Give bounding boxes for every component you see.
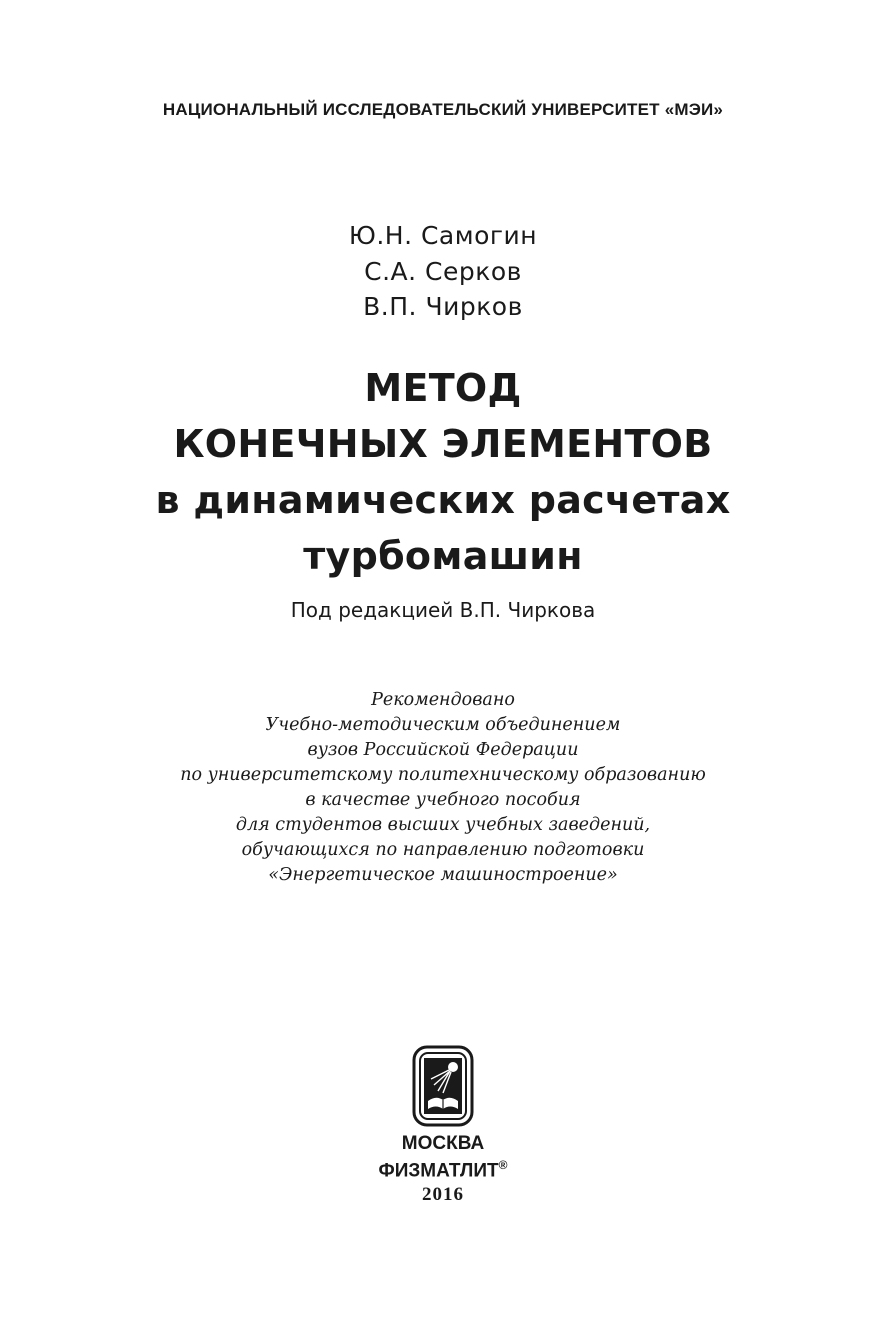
publication-year: 2016 xyxy=(422,1184,464,1205)
recommendation-line: Учебно-методическим объединением xyxy=(265,715,621,735)
recommendation-line: обучающихся по направлению подготовки xyxy=(241,840,645,860)
recommendation-line: «Энергетическое машиностроение» xyxy=(268,865,618,885)
editor-credit: Под редакцией В.П. Чиркова xyxy=(290,598,596,622)
recommendation-line: в качестве учебного пособия xyxy=(305,790,581,810)
book-title-line-2: КОНЕЧНЫХ ЭЛЕМЕНТОВ xyxy=(173,422,713,466)
author-1: Ю.Н. Самогин xyxy=(348,221,538,250)
author-2: С.А. Серков xyxy=(364,257,522,286)
registered-mark: ® xyxy=(498,1158,508,1172)
book-title-line-1: МЕТОД xyxy=(364,366,522,410)
recommendation-line: по университетскому политехническому образованию xyxy=(180,765,706,785)
recommendation-line: для студентов высших учебных заведений, xyxy=(235,815,651,835)
recommendation-line: вузов Российской Федерации xyxy=(307,740,579,760)
publisher-name-line xyxy=(0,1158,886,1182)
publisher-emblem-icon xyxy=(412,1045,474,1127)
recommendation-line: Рекомендовано xyxy=(371,690,515,710)
university-name: НАЦИОНАЛЬНЫЙ ИССЛЕДОВАТЕЛЬСКИЙ УНИВЕРСИТЕТ «МЭИ» xyxy=(162,100,724,119)
author-3: В.П. Чирков xyxy=(363,292,523,321)
publisher-name: ФИЗМАТЛИТ xyxy=(378,1160,499,1182)
book-title-line-3: в динамических расчетах xyxy=(155,478,731,522)
publisher-city: МОСКВА xyxy=(401,1133,485,1154)
book-title-line-4: турбомашин xyxy=(303,534,583,578)
